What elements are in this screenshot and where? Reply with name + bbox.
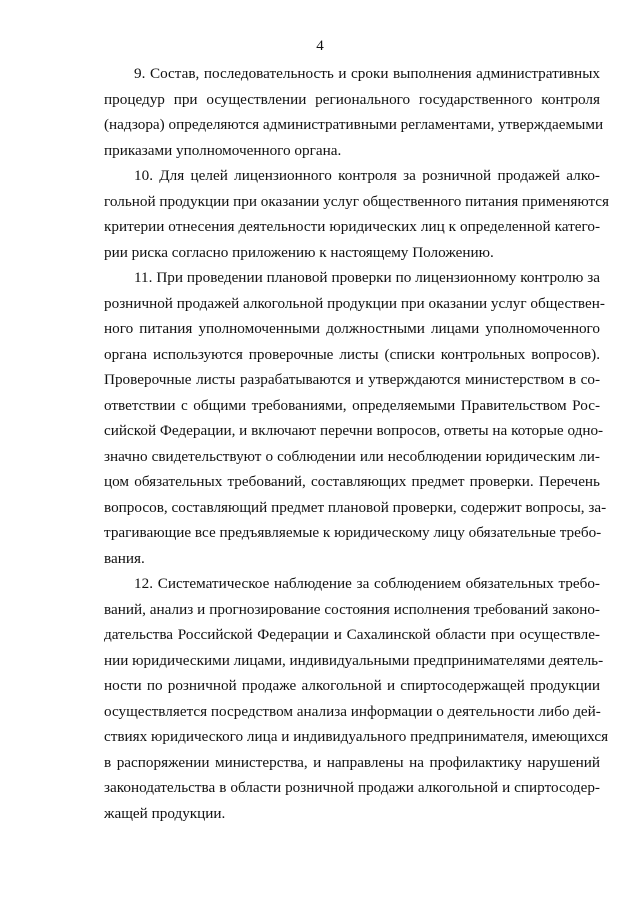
text-line: ного питания уполномоченными должностными лицами уполномоченного <box>104 320 600 337</box>
paragraph-10 <box>104 163 610 265</box>
text-line: сийской Федерации, и включают перечни вопросов, ответы на которые одно- <box>104 422 604 439</box>
text-line: ствиях юридического лица и индивидуального предпринимателя, имеющихся <box>104 728 609 745</box>
text-line: 9. Состав, последовательность и сроки выполнения административных <box>134 65 600 82</box>
text-line: 10. Для целей лицензионного контроля за розничной продажей алко- <box>134 167 600 184</box>
text-line: жащей продукции. <box>104 804 226 822</box>
paragraph-12 <box>104 571 609 826</box>
page-number: 4 <box>316 38 324 54</box>
text-line: 11. При проведении плановой проверки по лицензионному контролю за <box>134 269 600 286</box>
text-line: трагивающие все предъявляемые к юридическому лицу обязательные требо- <box>104 524 602 541</box>
text-line: законодательства в области розничной продажи алкогольной и спиртосодер- <box>104 779 600 796</box>
text-line: критерии отнесения деятельности юридических лиц к определенной катего- <box>104 218 600 235</box>
text-line: (надзора) определяются административными регламентами, утверждаемыми <box>104 116 604 133</box>
text-line: значно свидетельствуют о соблюдении или несоблюдении юридическим ли- <box>104 447 600 465</box>
text-line: гольной продукции при оказании услуг общественного питания применяются <box>104 192 610 210</box>
text-line: 12. Систематическое наблюдение за соблюдением обязательных требо- <box>134 575 600 592</box>
text-line: цом обязательных требований, составляющих предмет проверки. Перечень <box>104 473 600 490</box>
paragraph-11 <box>104 265 607 571</box>
text-line: приказами уполномоченного органа. <box>104 141 342 159</box>
text-line: розничной продажей алкогольной продукции при оказании услуг обществен- <box>104 294 605 312</box>
text-line: Проверочные листы разрабатываются и утверждаются министерством в со- <box>104 371 600 388</box>
text-line: вопросов, составляющий предмет плановой проверки, содержит вопросы, за- <box>104 498 607 516</box>
document-body <box>104 61 610 826</box>
text-line: осуществляется посредством анализа информации о деятельности либо дей- <box>104 702 601 720</box>
text-line: дательства Российской Федерации и Сахалинской области при осуществле- <box>104 626 600 643</box>
text-line: вания. <box>104 549 145 567</box>
paragraph-9 <box>104 61 604 163</box>
text-line: ности по розничной продаже алкогольной и спиртосодержащей продукции <box>104 677 600 694</box>
text-line: процедур при осуществлении регионального государственного контроля <box>104 90 600 108</box>
text-line: ваний, анализ и прогнозирование состояния исполнения требований законо- <box>104 600 600 618</box>
text-line: органа используются проверочные листы (списки контрольных вопросов). <box>104 345 600 363</box>
text-line: нии юридическими лицами, индивидуальными предпринимателями деятель- <box>104 651 604 669</box>
text-line: в распоряжении министерства, и направлены на профилактику нарушений <box>104 753 600 771</box>
text-line: ответствии с общими требованиями, определяемыми Правительством Рос- <box>104 396 600 414</box>
text-line: рии риска согласно приложению к настоящему Положению. <box>104 243 494 261</box>
